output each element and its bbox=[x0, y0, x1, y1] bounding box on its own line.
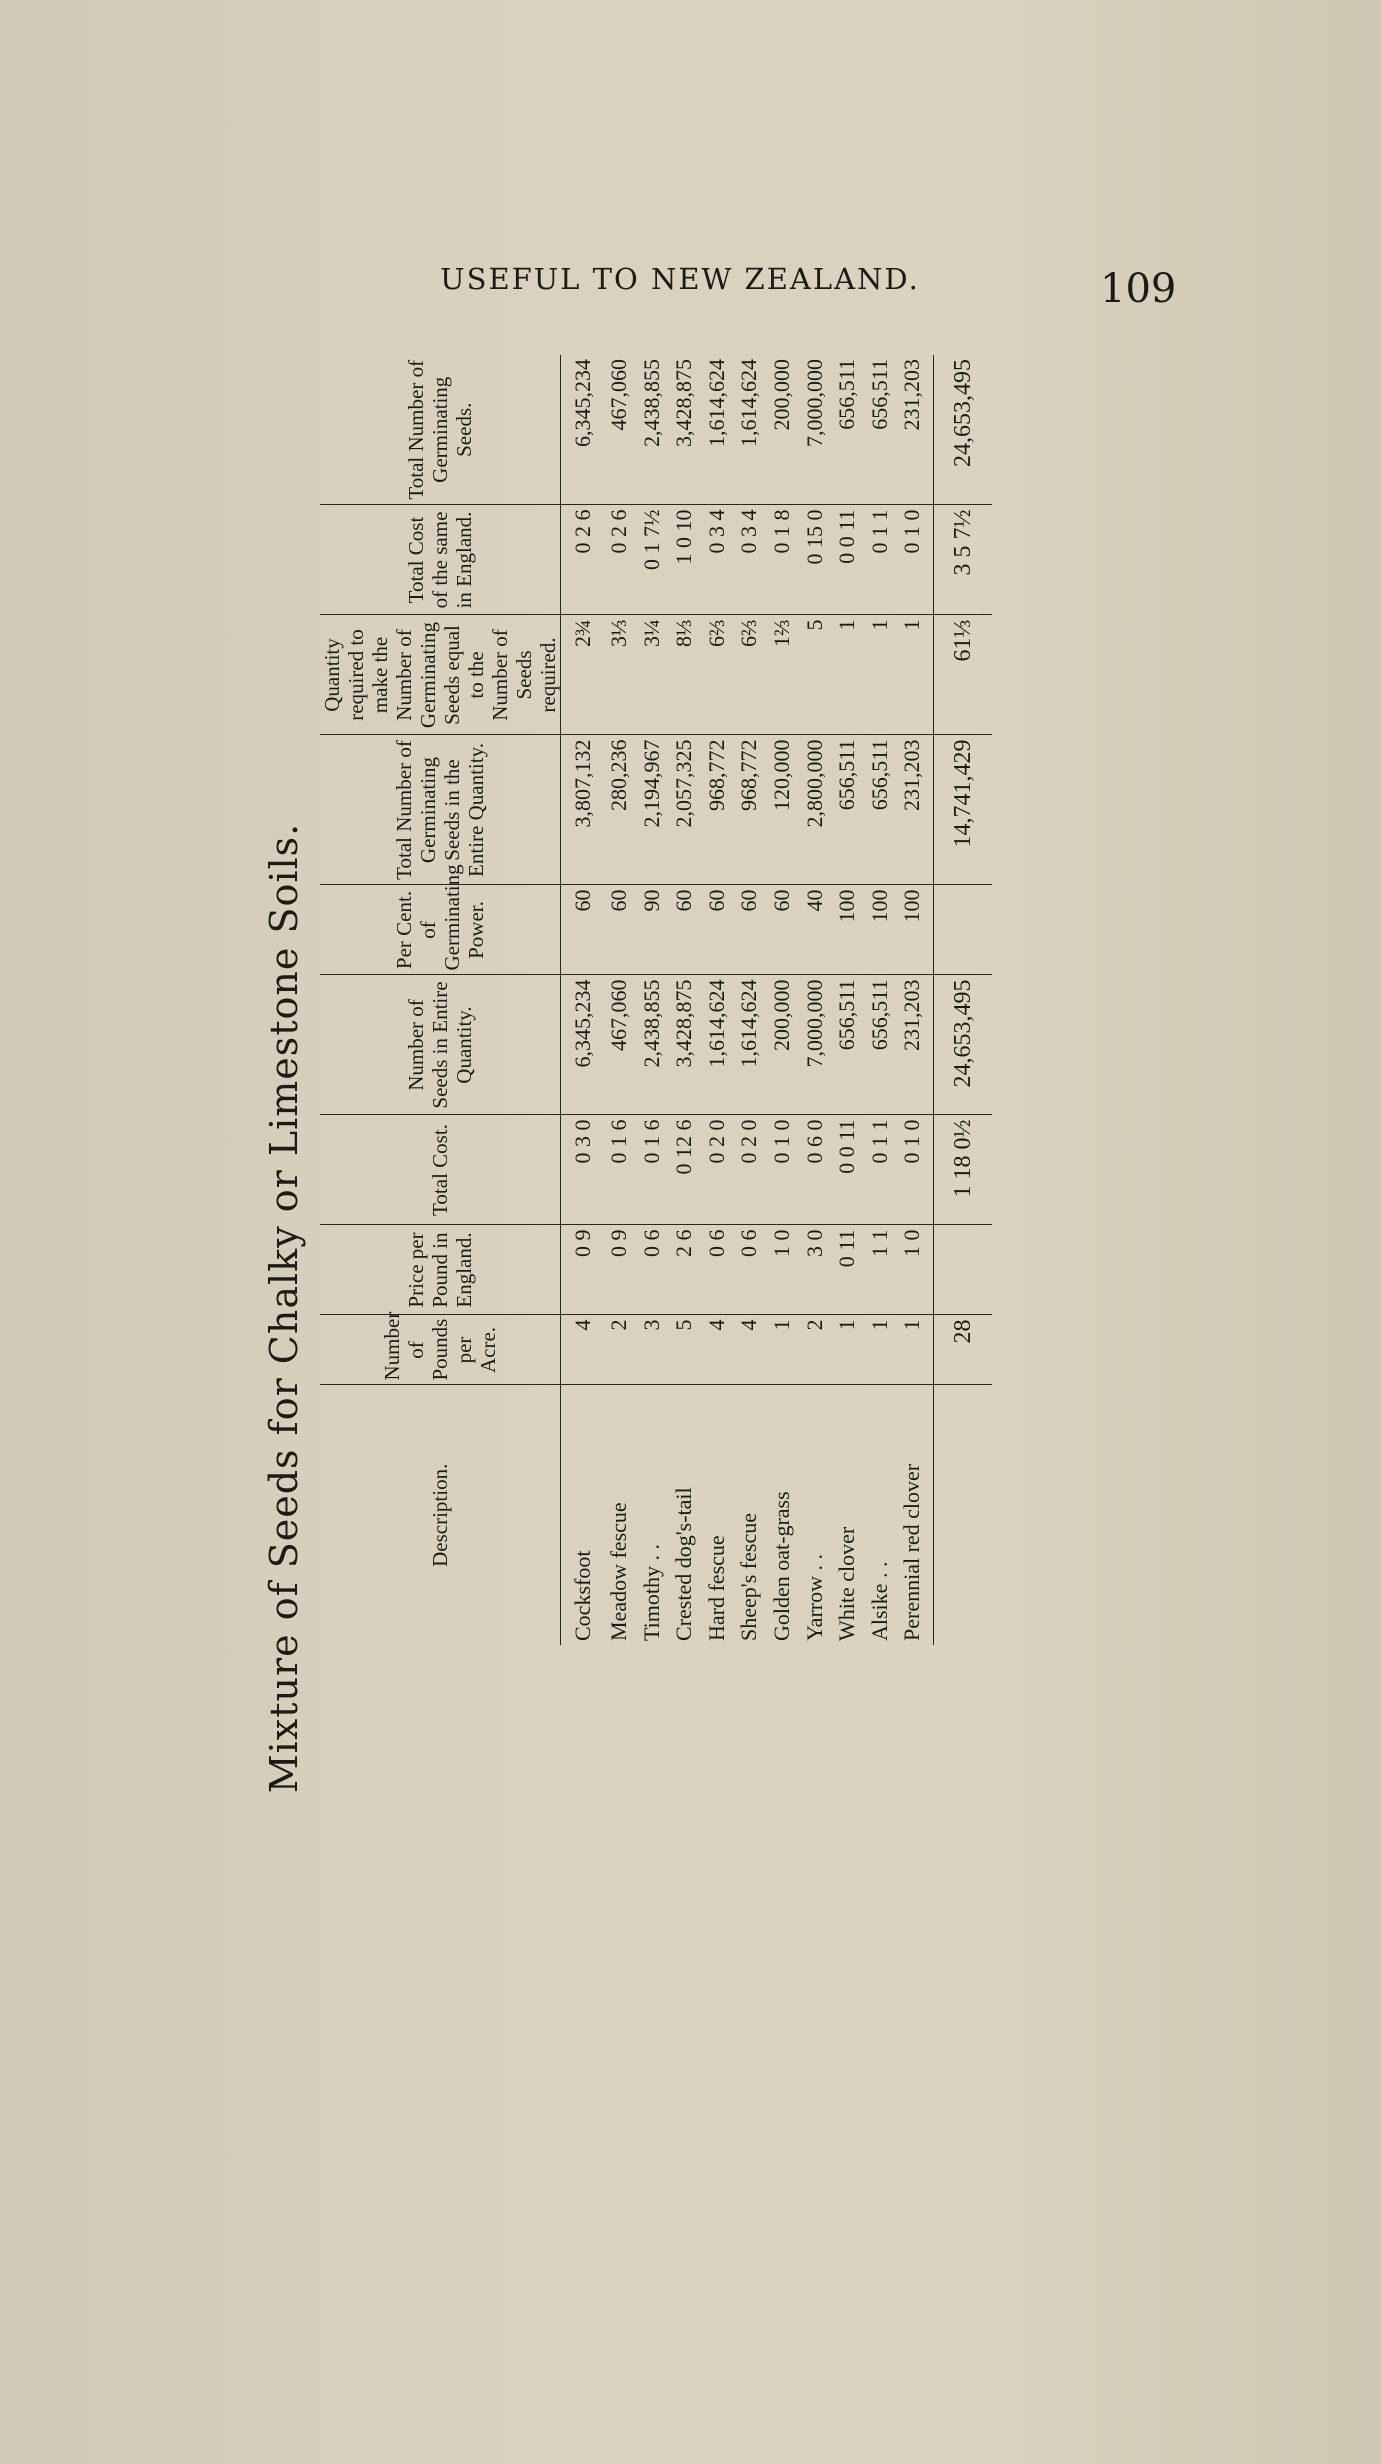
total-germ: 14,741,429 bbox=[934, 735, 993, 885]
cell-desc: White clover bbox=[834, 1526, 860, 1641]
cell-pct: 60 bbox=[770, 885, 803, 975]
cell-total: 1,614,624 bbox=[737, 355, 770, 505]
cell-qty: 3⅓ bbox=[607, 615, 640, 735]
cell-qty: 5 bbox=[803, 615, 836, 735]
cell-total: 200,000 bbox=[770, 355, 803, 505]
total-qty: 61⅓ bbox=[934, 615, 993, 735]
cell-lbs: 2 bbox=[607, 1315, 640, 1385]
cell-cost: 0 1 1 bbox=[868, 1115, 901, 1225]
cell-price: 0 9 bbox=[561, 1225, 608, 1315]
cell-price: 1 0 bbox=[770, 1225, 803, 1315]
cell-desc: Meadow fescue bbox=[606, 1502, 632, 1641]
cell-pct: 40 bbox=[803, 885, 836, 975]
cell-cost: 0 0 11 bbox=[835, 1115, 868, 1225]
cell-price: 0 11 bbox=[835, 1225, 868, 1315]
cell-desc: Sheep's fescue bbox=[736, 1513, 762, 1641]
cell-desc: Alsike . . bbox=[866, 1561, 892, 1641]
cell-seeds: 656,511 bbox=[835, 975, 868, 1115]
cell-seeds: 200,000 bbox=[770, 975, 803, 1115]
cell-total: 656,511 bbox=[868, 355, 901, 505]
column-header: Per Cent. of Germinating Power. bbox=[320, 885, 561, 975]
cell-cost: 0 1 6 bbox=[607, 1115, 640, 1225]
total-total: 24,653,495 bbox=[934, 355, 993, 505]
cell-germ: 2,194,967 bbox=[640, 735, 673, 885]
cell-desc: Cocksfoot bbox=[570, 1550, 595, 1641]
cell-price: 0 6 bbox=[737, 1225, 770, 1315]
totals-row bbox=[934, 355, 993, 1645]
cell-desc: Crested dog's-tail bbox=[671, 1487, 697, 1641]
cell-cost-eng: 0 1 1 bbox=[868, 505, 901, 615]
cell-germ: 280,236 bbox=[607, 735, 640, 885]
cell-pct: 60 bbox=[561, 885, 608, 975]
cell-lbs: 2 bbox=[803, 1315, 836, 1385]
cell-pct: 60 bbox=[737, 885, 770, 975]
cell-desc: Golden oat-grass bbox=[769, 1491, 795, 1641]
cell-price: 1 0 bbox=[900, 1225, 933, 1315]
table-row bbox=[803, 355, 836, 1645]
cell-cost-eng: 0 3 4 bbox=[705, 505, 738, 615]
table-row bbox=[561, 355, 608, 1645]
cell-qty: 1 bbox=[868, 615, 901, 735]
table-row bbox=[737, 355, 770, 1645]
column-header: Number of Pounds per Acre. bbox=[320, 1315, 561, 1385]
cell-price: 0 6 bbox=[705, 1225, 738, 1315]
cell-seeds: 1,614,624 bbox=[705, 975, 738, 1115]
cell-cost: 0 3 0 bbox=[561, 1115, 608, 1225]
cell-cost: 0 1 0 bbox=[770, 1115, 803, 1225]
page-number: 109 bbox=[1100, 266, 1177, 312]
table-row bbox=[705, 355, 738, 1645]
cell-lbs: 5 bbox=[672, 1315, 705, 1385]
cell-qty: 3¼ bbox=[640, 615, 673, 735]
table-row bbox=[640, 355, 673, 1645]
cell-cost-eng: 0 2 6 bbox=[607, 505, 640, 615]
cell-lbs: 1 bbox=[770, 1315, 803, 1385]
cell-germ: 656,511 bbox=[868, 735, 901, 885]
column-header: Number of Seeds in Entire Quantity. bbox=[320, 975, 561, 1115]
cell-lbs: 1 bbox=[868, 1315, 901, 1385]
cell-qty: 6⅔ bbox=[705, 615, 738, 735]
column-header: Total Cost of the same in England. bbox=[320, 505, 561, 615]
cell-germ: 2,057,325 bbox=[672, 735, 705, 885]
cell-desc: Yarrow . . bbox=[801, 1554, 827, 1641]
column-header: Total Number of Germinating Seeds. bbox=[320, 355, 561, 505]
cell-price: 2 6 bbox=[672, 1225, 705, 1315]
total-seeds: 24,653,495 bbox=[934, 975, 993, 1115]
cell-desc: Timothy . . bbox=[638, 1543, 664, 1641]
cell-lbs: 3 bbox=[640, 1315, 673, 1385]
cell-pct: 100 bbox=[868, 885, 901, 975]
table-row bbox=[900, 355, 933, 1645]
cell-pct: 100 bbox=[835, 885, 868, 975]
table-row bbox=[672, 355, 705, 1645]
column-header: Total Cost. bbox=[320, 1115, 561, 1225]
table-body bbox=[561, 355, 934, 1645]
cell-germ: 2,800,000 bbox=[803, 735, 836, 885]
cell-cost: 0 1 0 bbox=[900, 1115, 933, 1225]
cell-qty: 1⅔ bbox=[770, 615, 803, 735]
cell-qty: 6⅔ bbox=[737, 615, 770, 735]
cell-cost-eng: 0 15 0 bbox=[803, 505, 836, 615]
cell-desc: Hard fescue bbox=[703, 1535, 729, 1641]
cell-seeds: 7,000,000 bbox=[803, 975, 836, 1115]
running-head: USEFUL TO NEW ZEALAND. bbox=[440, 262, 920, 296]
cell-lbs: 4 bbox=[561, 1315, 608, 1385]
total-price bbox=[934, 1225, 993, 1315]
cell-lbs: 4 bbox=[705, 1315, 738, 1385]
cell-price: 3 0 bbox=[803, 1225, 836, 1315]
cell-total: 6,345,234 bbox=[561, 355, 608, 505]
cell-cost-eng: 0 0 11 bbox=[835, 505, 868, 615]
cell-cost-eng: 0 1 7½ bbox=[640, 505, 673, 615]
cell-germ: 656,511 bbox=[835, 735, 868, 885]
cell-cost: 0 1 6 bbox=[640, 1115, 673, 1225]
cell-desc: Perennial red clover bbox=[899, 1463, 925, 1641]
cell-total: 2,438,855 bbox=[640, 355, 673, 505]
cell-seeds: 1,614,624 bbox=[737, 975, 770, 1115]
cell-pct: 100 bbox=[900, 885, 933, 975]
cell-total: 467,060 bbox=[607, 355, 640, 505]
cell-seeds: 467,060 bbox=[607, 975, 640, 1115]
cell-price: 1 1 bbox=[868, 1225, 901, 1315]
cell-total: 231,203 bbox=[900, 355, 933, 505]
cell-lbs: 4 bbox=[737, 1315, 770, 1385]
column-header: Price per Pound in England. bbox=[320, 1225, 561, 1315]
cell-lbs: 1 bbox=[835, 1315, 868, 1385]
cell-pct: 60 bbox=[672, 885, 705, 975]
cell-germ: 120,000 bbox=[770, 735, 803, 885]
cell-total: 1,614,624 bbox=[705, 355, 738, 505]
cell-cost-eng: 0 3 4 bbox=[737, 505, 770, 615]
cell-price: 0 6 bbox=[640, 1225, 673, 1315]
total-pct bbox=[934, 885, 993, 975]
cell-price: 0 9 bbox=[607, 1225, 640, 1315]
cell-germ: 3,807,132 bbox=[561, 735, 608, 885]
cell-total: 656,511 bbox=[835, 355, 868, 505]
cell-qty: 8⅓ bbox=[672, 615, 705, 735]
cell-cost: 0 2 0 bbox=[705, 1115, 738, 1225]
cell-total: 3,428,875 bbox=[672, 355, 705, 505]
table-row bbox=[868, 355, 901, 1645]
cell-germ: 968,772 bbox=[737, 735, 770, 885]
cell-pct: 90 bbox=[640, 885, 673, 975]
cell-cost: 0 6 0 bbox=[803, 1115, 836, 1225]
column-header: Description. bbox=[320, 1385, 561, 1645]
seed-mixture-table bbox=[320, 355, 992, 1645]
cell-germ: 231,203 bbox=[900, 735, 933, 885]
cell-qty: 1 bbox=[835, 615, 868, 735]
cell-seeds: 656,511 bbox=[868, 975, 901, 1115]
cell-cost-eng: 1 0 10 bbox=[672, 505, 705, 615]
cell-total: 7,000,000 bbox=[803, 355, 836, 505]
cell-qty: 1 bbox=[900, 615, 933, 735]
table-row bbox=[770, 355, 803, 1645]
header-row bbox=[320, 355, 561, 1645]
total-desc bbox=[934, 1385, 993, 1645]
cell-pct: 60 bbox=[607, 885, 640, 975]
cell-cost: 0 12 6 bbox=[672, 1115, 705, 1225]
table-title: Mixture of Seeds for Chalky or Limestone Soils. bbox=[262, 822, 306, 1794]
cell-germ: 968,772 bbox=[705, 735, 738, 885]
cell-cost: 0 2 0 bbox=[737, 1115, 770, 1225]
total-cost: 1 18 0½ bbox=[934, 1115, 993, 1225]
table-row bbox=[835, 355, 868, 1645]
cell-cost-eng: 0 1 8 bbox=[770, 505, 803, 615]
table-row bbox=[607, 355, 640, 1645]
total-cost-eng: 3 5 7½ bbox=[934, 505, 993, 615]
cell-cost-eng: 0 1 0 bbox=[900, 505, 933, 615]
column-header: Quantity required to make the Number of Germinating Seeds equal to the Number of Seeds required. bbox=[320, 615, 561, 735]
column-header: Total Number of Germinating Seeds in the Entire Quantity. bbox=[320, 735, 561, 885]
cell-pct: 60 bbox=[705, 885, 738, 975]
cell-cost-eng: 0 2 6 bbox=[561, 505, 608, 615]
cell-seeds: 6,345,234 bbox=[561, 975, 608, 1115]
cell-seeds: 3,428,875 bbox=[672, 975, 705, 1115]
cell-qty: 2¾ bbox=[561, 615, 608, 735]
cell-seeds: 2,438,855 bbox=[640, 975, 673, 1115]
cell-lbs: 1 bbox=[900, 1315, 933, 1385]
cell-seeds: 231,203 bbox=[900, 975, 933, 1115]
total-lbs: 28 bbox=[934, 1315, 993, 1385]
